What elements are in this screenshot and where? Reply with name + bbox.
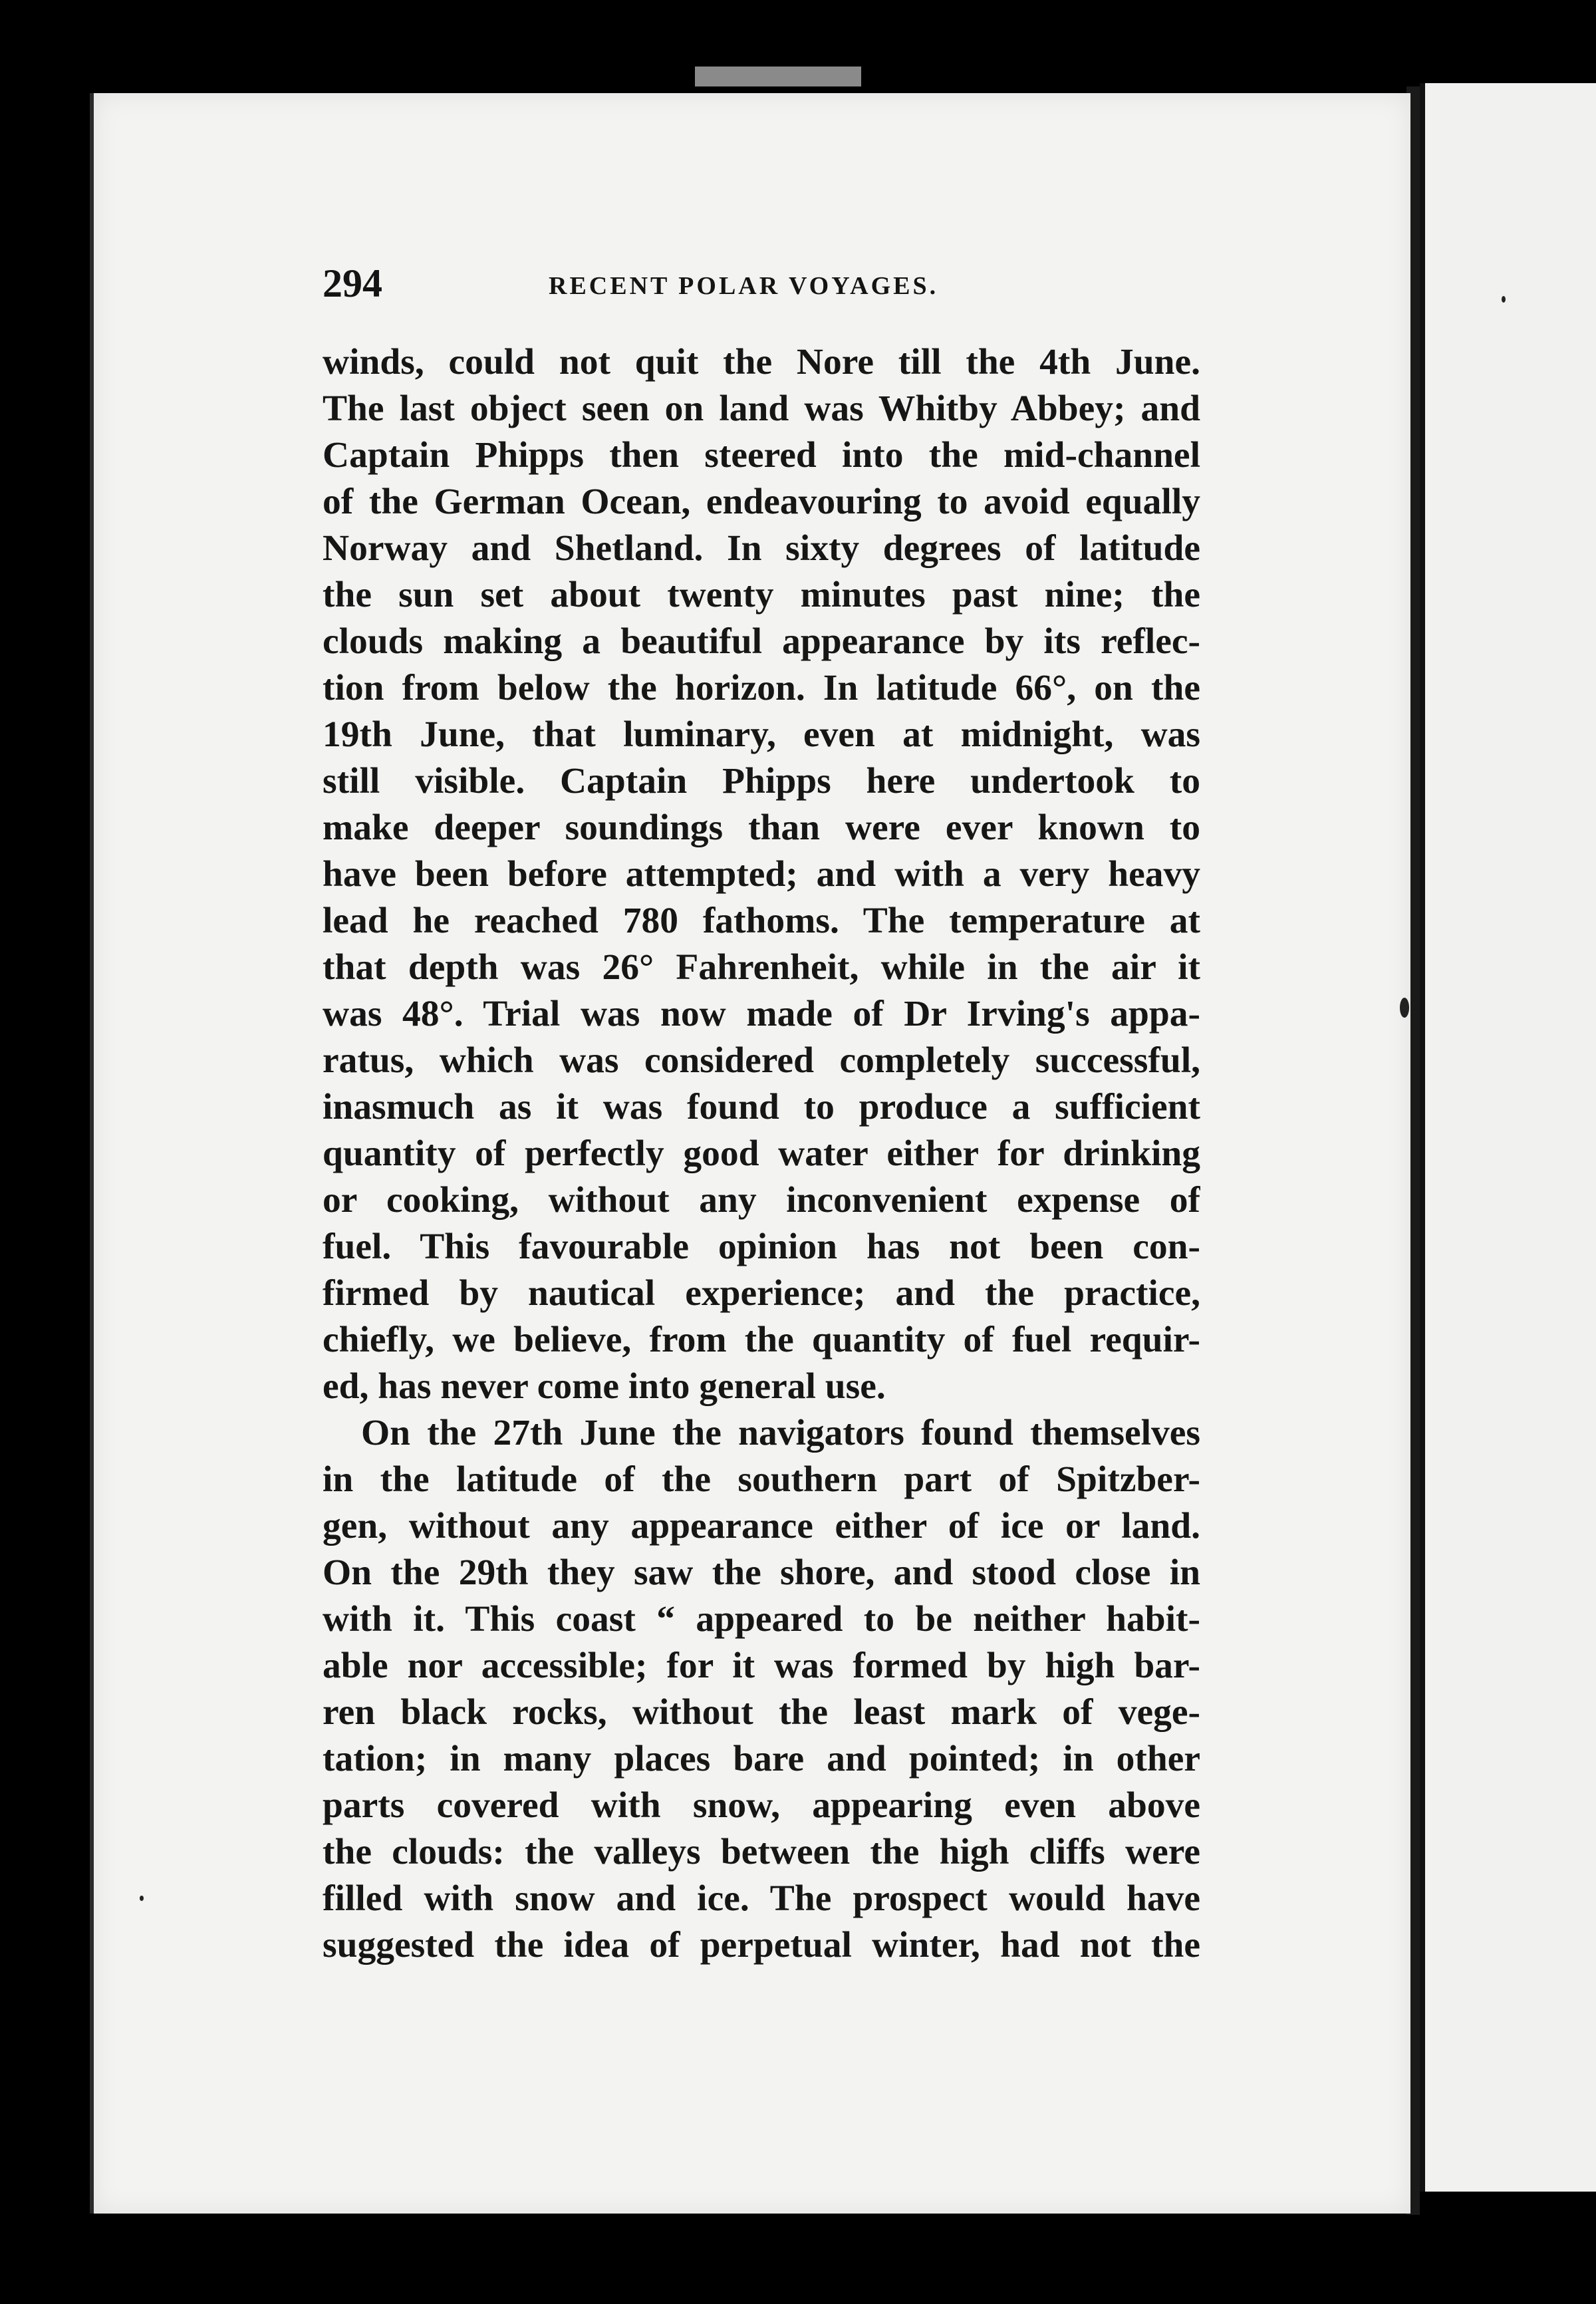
- text-line: chiefly, we believe, from the quantity of fuel requir-: [323, 1320, 1200, 1360]
- text-line: inasmuch as it was found to produce a sufficient: [323, 1087, 1200, 1127]
- body-text: [323, 339, 1200, 1969]
- page-header: [323, 261, 1200, 307]
- text-line: ren black rocks, without the least mark of vege-: [323, 1692, 1200, 1733]
- text-line: On the 29th they saw the shore, and stood close in: [323, 1552, 1200, 1593]
- facing-page-edge: [1420, 83, 1596, 2192]
- text-line: tion from below the horizon. In latitude 66°, on the: [323, 668, 1200, 708]
- text-line: Captain Phipps then steered into the mid-channel: [323, 435, 1200, 476]
- text-line: gen, without any appearance either of ice or land.: [323, 1506, 1200, 1546]
- text-line: with it. This coast “ appeared to be neither habit-: [323, 1599, 1200, 1640]
- text-line: Norway and Shetland. In sixty degrees of latitude: [323, 528, 1200, 569]
- text-line: in the latitude of the southern part of Spitzber-: [323, 1459, 1200, 1500]
- text-line: the clouds: the valleys between the high cliffs were: [323, 1832, 1200, 1872]
- text-line: ed, has never come into general use.: [323, 1366, 886, 1407]
- text-line: The last object seen on land was Whitby Abbey; and: [323, 388, 1200, 429]
- text-line: have been before attempted; and with a very heavy: [323, 854, 1200, 895]
- text-line: that depth was 26° Fahrenheit, while in the air it: [323, 947, 1200, 988]
- text-line: clouds making a beautiful appearance by its reflec-: [323, 621, 1200, 662]
- text-line: lead he reached 780 fathoms. The temperature at: [323, 901, 1200, 941]
- text-line: the sun set about twenty minutes past nine; the: [323, 575, 1200, 615]
- text-line: fuel. This favourable opinion has not been con-: [323, 1226, 1200, 1267]
- text-line: still visible. Captain Phipps here undertook to: [323, 761, 1200, 801]
- text-line: ratus, which was considered completely successful,: [323, 1040, 1200, 1081]
- scan-speck: [140, 1896, 144, 1901]
- text-line: make deeper soundings than were ever known to: [323, 807, 1200, 848]
- text-line: able nor accessible; for it was formed by high bar-: [323, 1646, 1200, 1686]
- text-line: firmed by nautical experience; and the practice,: [323, 1273, 1200, 1314]
- text-line: quantity of perfectly good water either for drinking: [323, 1133, 1200, 1174]
- scan-speck: [1400, 998, 1409, 1018]
- scan-speck: [1502, 296, 1506, 303]
- text-line: tation; in many places bare and pointed; in other: [323, 1739, 1200, 1779]
- text-line: was 48°. Trial was now made of Dr Irving's appa-: [323, 994, 1200, 1034]
- text-line: filled with snow and ice. The prospect would have: [323, 1878, 1200, 1919]
- text-line: of the German Ocean, endeavouring to avoid equally: [323, 482, 1200, 522]
- text-line: or cooking, without any inconvenient expense of: [323, 1180, 1200, 1221]
- text-line: parts covered with snow, appearing even above: [323, 1785, 1200, 1826]
- running-title: RECENT POLAR VOYAGES.: [549, 272, 939, 300]
- text-line: winds, could not quit the Nore till the 4th June.: [323, 342, 1200, 382]
- text-line: 19th June, that luminary, even at midnight, was: [323, 714, 1200, 755]
- text-line: suggested the idea of perpetual winter, had not the: [323, 1925, 1200, 1965]
- scan-top-strip: [695, 67, 861, 86]
- text-line: On the 27th June the navigators found themselves: [361, 1413, 1200, 1453]
- page-number: 294: [323, 261, 382, 305]
